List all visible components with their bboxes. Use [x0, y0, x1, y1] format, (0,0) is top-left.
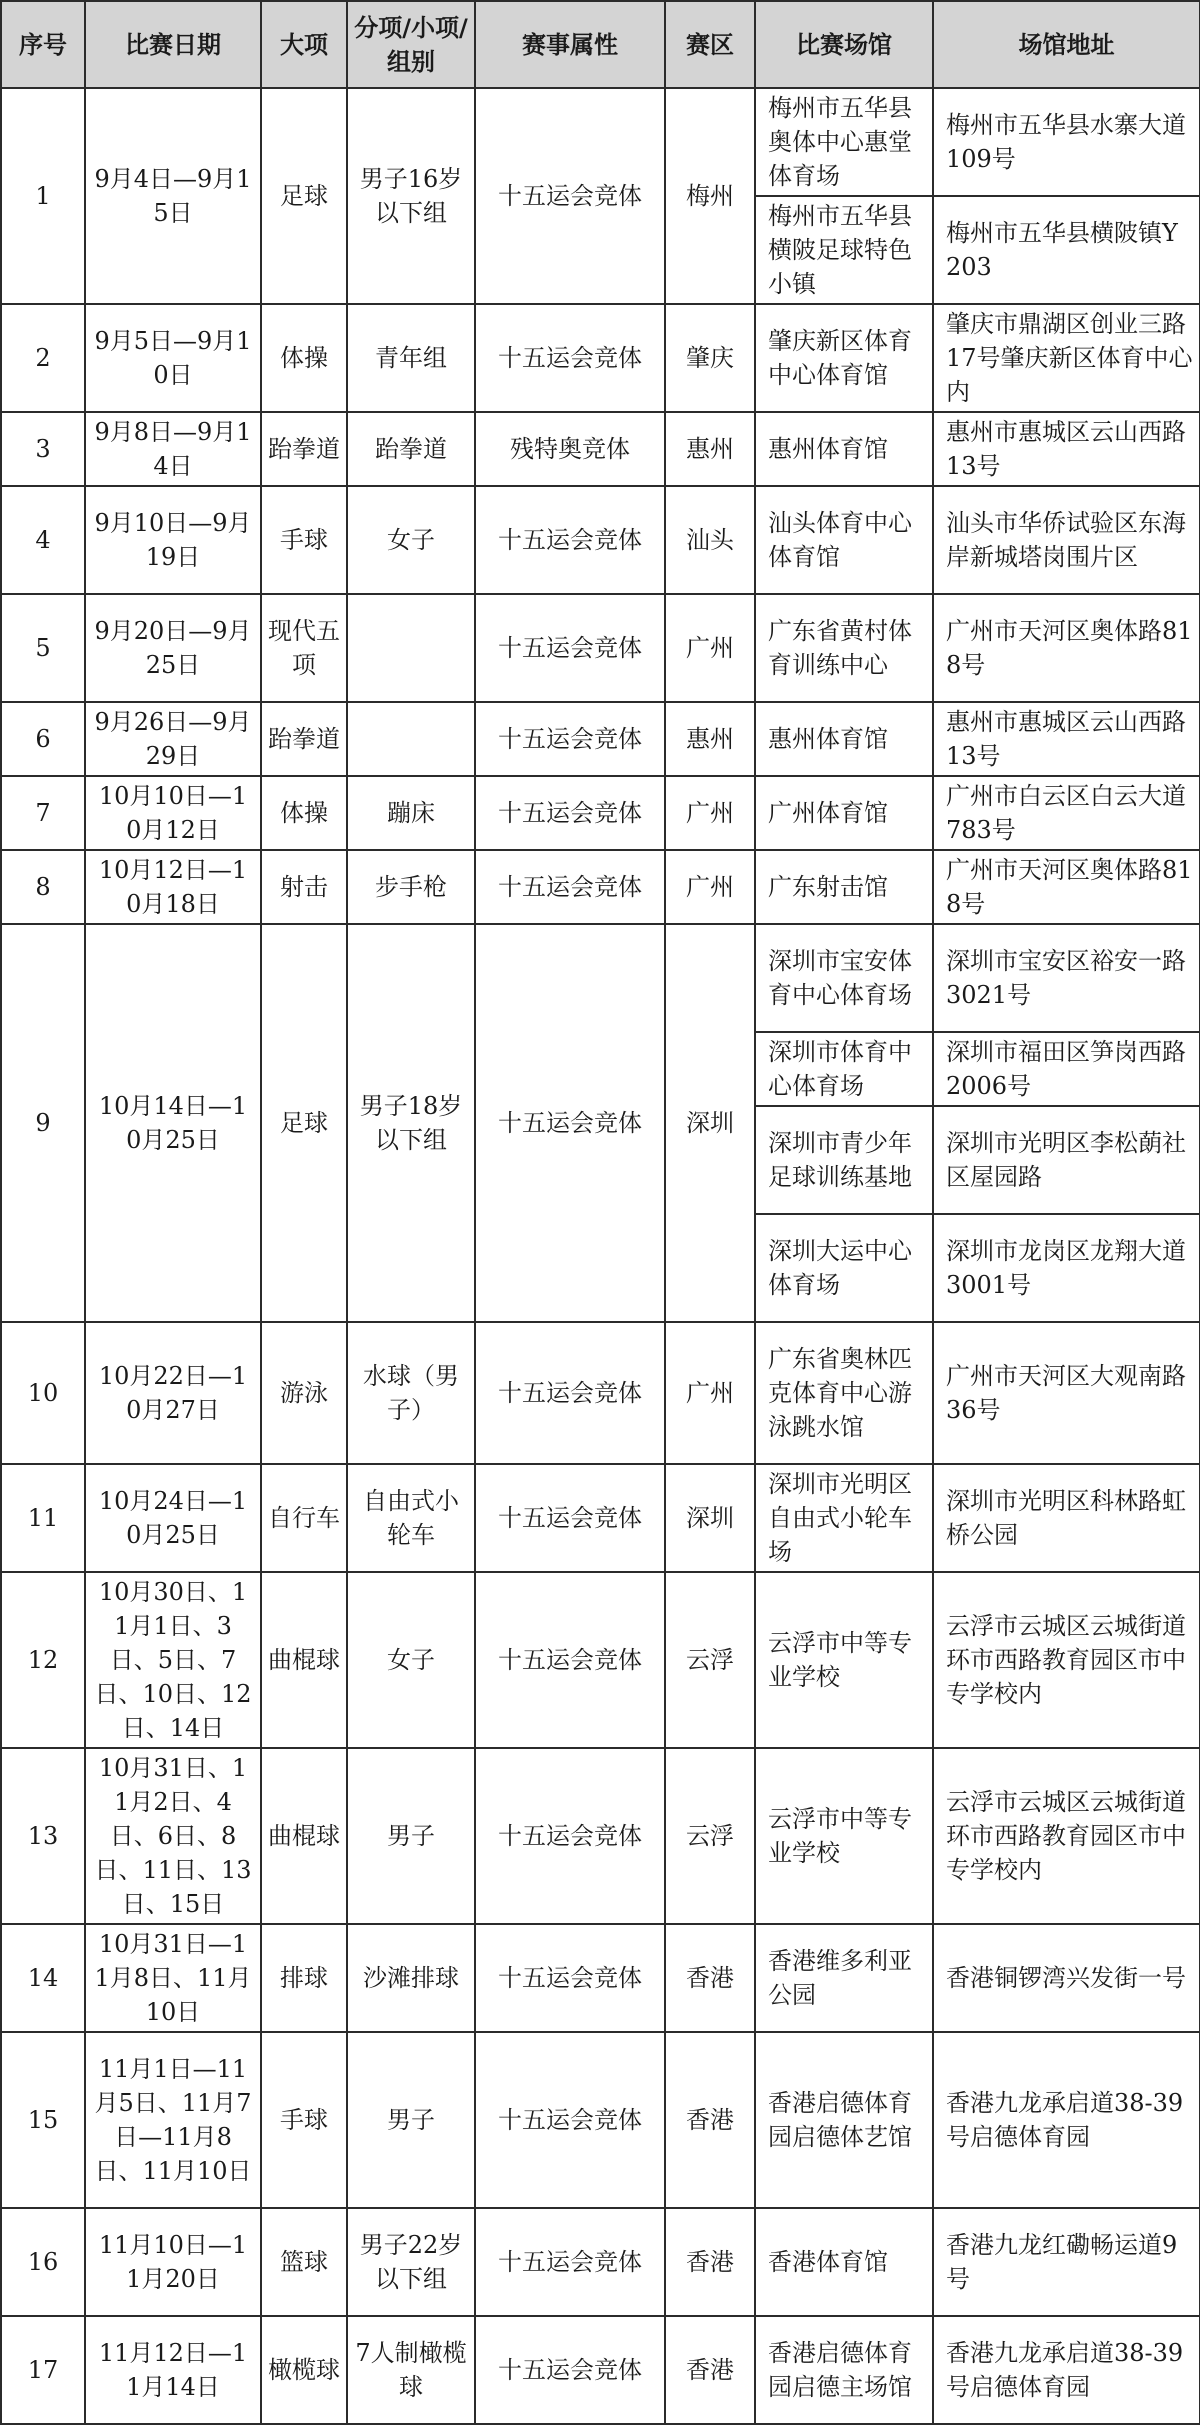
table-row — [1, 1924, 1200, 2032]
cell-venue: 深圳市体育中心体育场 — [755, 1032, 933, 1106]
cell-sport: 橄榄球 — [261, 2316, 347, 2424]
cell-zone: 惠州 — [665, 702, 755, 776]
cell-venue: 云浮市中等专业学校 — [755, 1572, 933, 1748]
cell-date: 10月22日—10月27日 — [85, 1322, 261, 1464]
cell-event: 蹦床 — [347, 776, 475, 850]
cell-venue: 深圳大运中心体育场 — [755, 1214, 933, 1322]
table-row — [1, 88, 1200, 196]
cell-venue: 香港维多利亚公园 — [755, 1924, 933, 2032]
cell-date: 10月14日—10月25日 — [85, 924, 261, 1322]
cell-event: 青年组 — [347, 304, 475, 412]
cell-sport: 体操 — [261, 304, 347, 412]
cell-venue: 肇庆新区体育中心体育馆 — [755, 304, 933, 412]
cell-address: 香港九龙红磡畅运道9号 — [933, 2208, 1200, 2316]
header-row — [1, 1, 1200, 88]
cell-event: 沙滩排球 — [347, 1924, 475, 2032]
cell-type: 十五运会竞体 — [475, 594, 665, 702]
table-row — [1, 1572, 1200, 1748]
cell-zone: 香港 — [665, 2316, 755, 2424]
cell-address: 云浮市云城区云城街道环市西路教育园区市中专学校内 — [933, 1572, 1200, 1748]
cell-address: 肇庆市鼎湖区创业三路17号肇庆新区体育中心内 — [933, 304, 1200, 412]
cell-type: 十五运会竞体 — [475, 1572, 665, 1748]
cell-address: 深圳市光明区科林路虹桥公园 — [933, 1464, 1200, 1572]
cell-zone: 云浮 — [665, 1748, 755, 1924]
cell-event: 自由式小轮车 — [347, 1464, 475, 1572]
cell-date: 10月10日—10月12日 — [85, 776, 261, 850]
cell-venue: 惠州体育馆 — [755, 412, 933, 486]
cell-no: 1 — [1, 88, 85, 304]
table-row — [1, 412, 1200, 486]
cell-venue: 惠州体育馆 — [755, 702, 933, 776]
cell-address: 惠州市惠城区云山西路13号 — [933, 412, 1200, 486]
cell-address: 广州市天河区大观南路36号 — [933, 1322, 1200, 1464]
cell-event: 女子 — [347, 486, 475, 594]
cell-zone: 梅州 — [665, 88, 755, 304]
cell-event: 步手枪 — [347, 850, 475, 924]
cell-sport: 射击 — [261, 850, 347, 924]
cell-event: 男子16岁以下组 — [347, 88, 475, 304]
cell-address: 深圳市宝安区裕安一路3021号 — [933, 924, 1200, 1032]
cell-type: 十五运会竞体 — [475, 924, 665, 1322]
cell-address: 深圳市光明区李松蓢社区屋园路 — [933, 1106, 1200, 1214]
cell-address: 香港九龙承启道38-39号启德体育园 — [933, 2032, 1200, 2208]
cell-sport: 手球 — [261, 486, 347, 594]
cell-venue: 广东省奥林匹克体育中心游泳跳水馆 — [755, 1322, 933, 1464]
cell-date: 9月8日—9月14日 — [85, 412, 261, 486]
cell-address: 香港铜锣湾兴发街一号 — [933, 1924, 1200, 2032]
table-row — [1, 2032, 1200, 2208]
cell-date: 10月31日、11月2日、4日、6日、8日、11日、13日、15日 — [85, 1748, 261, 1924]
cell-zone: 广州 — [665, 1322, 755, 1464]
cell-no: 12 — [1, 1572, 85, 1748]
cell-event: 男子22岁以下组 — [347, 2208, 475, 2316]
cell-zone: 深圳 — [665, 1464, 755, 1572]
table-row — [1, 304, 1200, 412]
cell-no: 9 — [1, 924, 85, 1322]
cell-sport: 跆拳道 — [261, 702, 347, 776]
cell-zone: 广州 — [665, 776, 755, 850]
cell-date: 11月1日—11月5日、11月7日—11月8日、11月10日 — [85, 2032, 261, 2208]
cell-type: 十五运会竞体 — [475, 1464, 665, 1572]
table-row — [1, 2316, 1200, 2424]
cell-no: 17 — [1, 2316, 85, 2424]
cell-zone: 深圳 — [665, 924, 755, 1322]
cell-date: 9月26日—9月29日 — [85, 702, 261, 776]
table-row — [1, 850, 1200, 924]
cell-sport: 篮球 — [261, 2208, 347, 2316]
table-row — [1, 486, 1200, 594]
cell-sport: 曲棍球 — [261, 1572, 347, 1748]
header-cell: 序号 — [1, 1, 85, 88]
cell-zone: 惠州 — [665, 412, 755, 486]
cell-zone: 香港 — [665, 2208, 755, 2316]
cell-type: 十五运会竞体 — [475, 486, 665, 594]
cell-sport: 游泳 — [261, 1322, 347, 1464]
table-row — [1, 594, 1200, 702]
table-body — [1, 88, 1200, 2424]
cell-address: 惠州市惠城区云山西路13号 — [933, 702, 1200, 776]
cell-date: 9月10日—9月19日 — [85, 486, 261, 594]
table-row — [1, 1322, 1200, 1464]
header-cell: 赛事属性 — [475, 1, 665, 88]
table-row — [1, 1464, 1200, 1572]
cell-address: 深圳市福田区笋岗西路2006号 — [933, 1032, 1200, 1106]
table-row — [1, 776, 1200, 850]
cell-sport: 足球 — [261, 924, 347, 1322]
cell-zone: 汕头 — [665, 486, 755, 594]
cell-address: 云浮市云城区云城街道环市西路教育园区市中专学校内 — [933, 1748, 1200, 1924]
cell-no: 6 — [1, 702, 85, 776]
cell-type: 十五运会竞体 — [475, 304, 665, 412]
cell-date: 10月30日、11月1日、3日、5日、7日、10日、12日、14日 — [85, 1572, 261, 1748]
cell-date: 9月20日—9月25日 — [85, 594, 261, 702]
header-cell: 分项/小项/组别 — [347, 1, 475, 88]
header-cell: 大项 — [261, 1, 347, 88]
cell-venue: 深圳市光明区自由式小轮车场 — [755, 1464, 933, 1572]
cell-address: 广州市天河区奥体路818号 — [933, 850, 1200, 924]
cell-type: 十五运会竞体 — [475, 1322, 665, 1464]
header-cell: 比赛场馆 — [755, 1, 933, 88]
cell-no: 8 — [1, 850, 85, 924]
cell-date: 10月31日—11月8日、11月10日 — [85, 1924, 261, 2032]
header-cell: 场馆地址 — [933, 1, 1200, 88]
cell-type: 十五运会竞体 — [475, 776, 665, 850]
cell-no: 13 — [1, 1748, 85, 1924]
cell-type: 十五运会竞体 — [475, 2032, 665, 2208]
cell-date: 11月10日—11月20日 — [85, 2208, 261, 2316]
table-row — [1, 924, 1200, 1032]
cell-sport: 自行车 — [261, 1464, 347, 1572]
cell-date: 11月12日—11月14日 — [85, 2316, 261, 2424]
cell-venue: 深圳市宝安体育中心体育场 — [755, 924, 933, 1032]
cell-venue: 广州体育馆 — [755, 776, 933, 850]
cell-event: 男子18岁以下组 — [347, 924, 475, 1322]
cell-date: 10月24日—10月25日 — [85, 1464, 261, 1572]
cell-address: 汕头市华侨试验区东海岸新城塔岗围片区 — [933, 486, 1200, 594]
cell-venue: 广东省黄村体育训练中心 — [755, 594, 933, 702]
cell-no: 14 — [1, 1924, 85, 2032]
cell-venue: 汕头体育中心体育馆 — [755, 486, 933, 594]
cell-venue: 香港启德体育园启德主场馆 — [755, 2316, 933, 2424]
cell-address: 广州市天河区奥体路818号 — [933, 594, 1200, 702]
cell-type: 十五运会竞体 — [475, 1924, 665, 2032]
cell-address: 广州市白云区白云大道783号 — [933, 776, 1200, 850]
cell-type: 十五运会竞体 — [475, 850, 665, 924]
cell-no: 16 — [1, 2208, 85, 2316]
cell-sport: 体操 — [261, 776, 347, 850]
cell-event — [347, 594, 475, 702]
cell-event: 女子 — [347, 1572, 475, 1748]
cell-address: 梅州市五华县横陂镇Y203 — [933, 196, 1200, 304]
cell-venue: 云浮市中等专业学校 — [755, 1748, 933, 1924]
cell-sport: 排球 — [261, 1924, 347, 2032]
cell-venue: 梅州市五华县横陂足球特色小镇 — [755, 196, 933, 304]
cell-zone: 香港 — [665, 1924, 755, 2032]
cell-event: 男子 — [347, 2032, 475, 2208]
cell-date: 9月4日—9月15日 — [85, 88, 261, 304]
cell-type: 十五运会竞体 — [475, 1748, 665, 1924]
cell-no: 11 — [1, 1464, 85, 1572]
cell-zone: 香港 — [665, 2032, 755, 2208]
cell-venue: 梅州市五华县奥体中心惠堂体育场 — [755, 88, 933, 196]
table-row — [1, 2208, 1200, 2316]
cell-no: 15 — [1, 2032, 85, 2208]
cell-date: 10月12日—10月18日 — [85, 850, 261, 924]
cell-type: 残特奥竞体 — [475, 412, 665, 486]
cell-no: 7 — [1, 776, 85, 850]
cell-address: 香港九龙承启道38-39号启德体育园 — [933, 2316, 1200, 2424]
table-row — [1, 702, 1200, 776]
cell-no: 4 — [1, 486, 85, 594]
cell-no: 2 — [1, 304, 85, 412]
cell-no: 10 — [1, 1322, 85, 1464]
cell-venue: 香港体育馆 — [755, 2208, 933, 2316]
cell-sport: 手球 — [261, 2032, 347, 2208]
cell-event: 跆拳道 — [347, 412, 475, 486]
cell-venue: 深圳市青少年足球训练基地 — [755, 1106, 933, 1214]
cell-event: 7人制橄榄球 — [347, 2316, 475, 2424]
cell-zone: 肇庆 — [665, 304, 755, 412]
cell-sport: 现代五项 — [261, 594, 347, 702]
cell-event: 水球（男子） — [347, 1322, 475, 1464]
cell-type: 十五运会竞体 — [475, 2208, 665, 2316]
cell-type: 十五运会竞体 — [475, 2316, 665, 2424]
cell-sport: 跆拳道 — [261, 412, 347, 486]
cell-zone: 云浮 — [665, 1572, 755, 1748]
cell-address: 深圳市龙岗区龙翔大道3001号 — [933, 1214, 1200, 1322]
cell-sport: 曲棍球 — [261, 1748, 347, 1924]
cell-event — [347, 702, 475, 776]
cell-event: 男子 — [347, 1748, 475, 1924]
cell-type: 十五运会竞体 — [475, 702, 665, 776]
cell-sport: 足球 — [261, 88, 347, 304]
header-cell: 赛区 — [665, 1, 755, 88]
cell-zone: 广州 — [665, 594, 755, 702]
table-row — [1, 1748, 1200, 1924]
cell-venue: 广东射击馆 — [755, 850, 933, 924]
header-cell: 比赛日期 — [85, 1, 261, 88]
cell-venue: 香港启德体育园启德体艺馆 — [755, 2032, 933, 2208]
cell-type: 十五运会竞体 — [475, 88, 665, 304]
cell-date: 9月5日—9月10日 — [85, 304, 261, 412]
cell-no: 3 — [1, 412, 85, 486]
cell-zone: 广州 — [665, 850, 755, 924]
cell-address: 梅州市五华县水寨大道109号 — [933, 88, 1200, 196]
cell-no: 5 — [1, 594, 85, 702]
